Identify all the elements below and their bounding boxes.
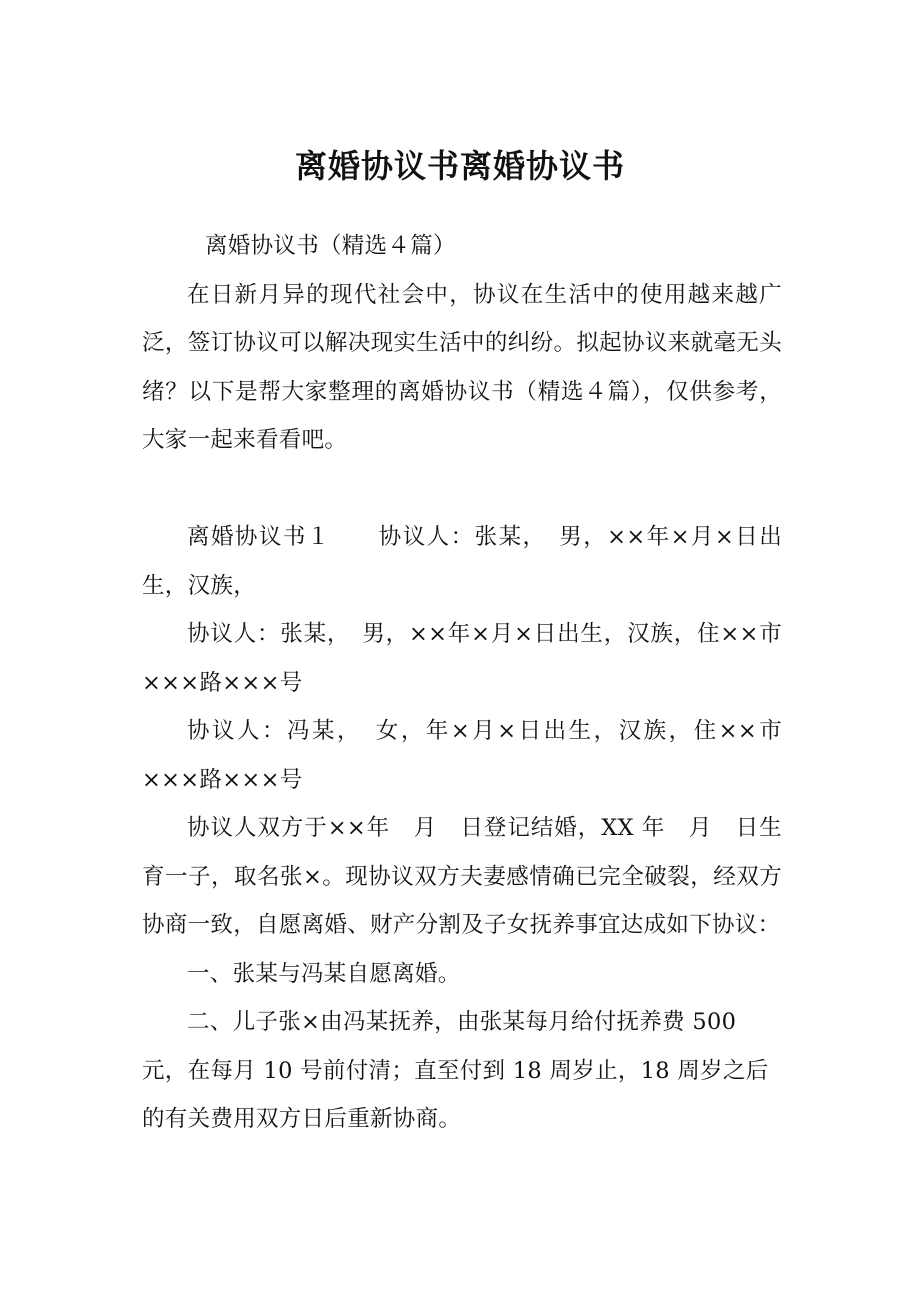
clause-one-paragraph: 一、张某与冯某自愿离婚。 [187, 960, 461, 987]
party-b-paragraph: 协议人：冯某， 女，年×月×日出生，汉族，住××市×××路×××号 [142, 718, 782, 793]
agreement-heading-paragraph: 离婚协议书１ 协议人：张某， 男，××年×月×日出生，汉族， [142, 524, 782, 599]
clause-two-paragraph: 二、儿子张×由冯某抚养，由张某每月给付抚养费 500 元，在每月 10 号前付清；直至付到 18 周岁止，18 周岁之后的有关费用双方日后重新协商。 [142, 1009, 769, 1132]
marriage-facts-paragraph: 协议人双方于××年 月 日登记结婚，XX 年 月 日生育一子，取名张×。现协议双方夫妻感情确已完全破裂，经双方协商一致，自愿离婚、财产分割及子女抚养事宜达成如下协议： [142, 815, 782, 938]
intro-paragraph: 在日新月异的现代社会中，协议在生活中的使用越来越广泛，签订协议可以解决现实生活中的纠纷。拟起协议来就毫无头绪？以下是帮大家整理的离婚协议书（精选４篇），仅供参考，大家一起来看看吧。 [142, 281, 782, 453]
paragraph-spacer [142, 465, 782, 514]
document-title: 离婚协议书离婚协议书 [294, 147, 625, 185]
document-subtitle: 离婚协议书（精选４篇） [205, 233, 456, 259]
party-a-paragraph: 协议人：张某， 男，××年×月×日出生，汉族，住××市×××路×××号 [142, 621, 782, 696]
document-body [142, 222, 782, 1144]
